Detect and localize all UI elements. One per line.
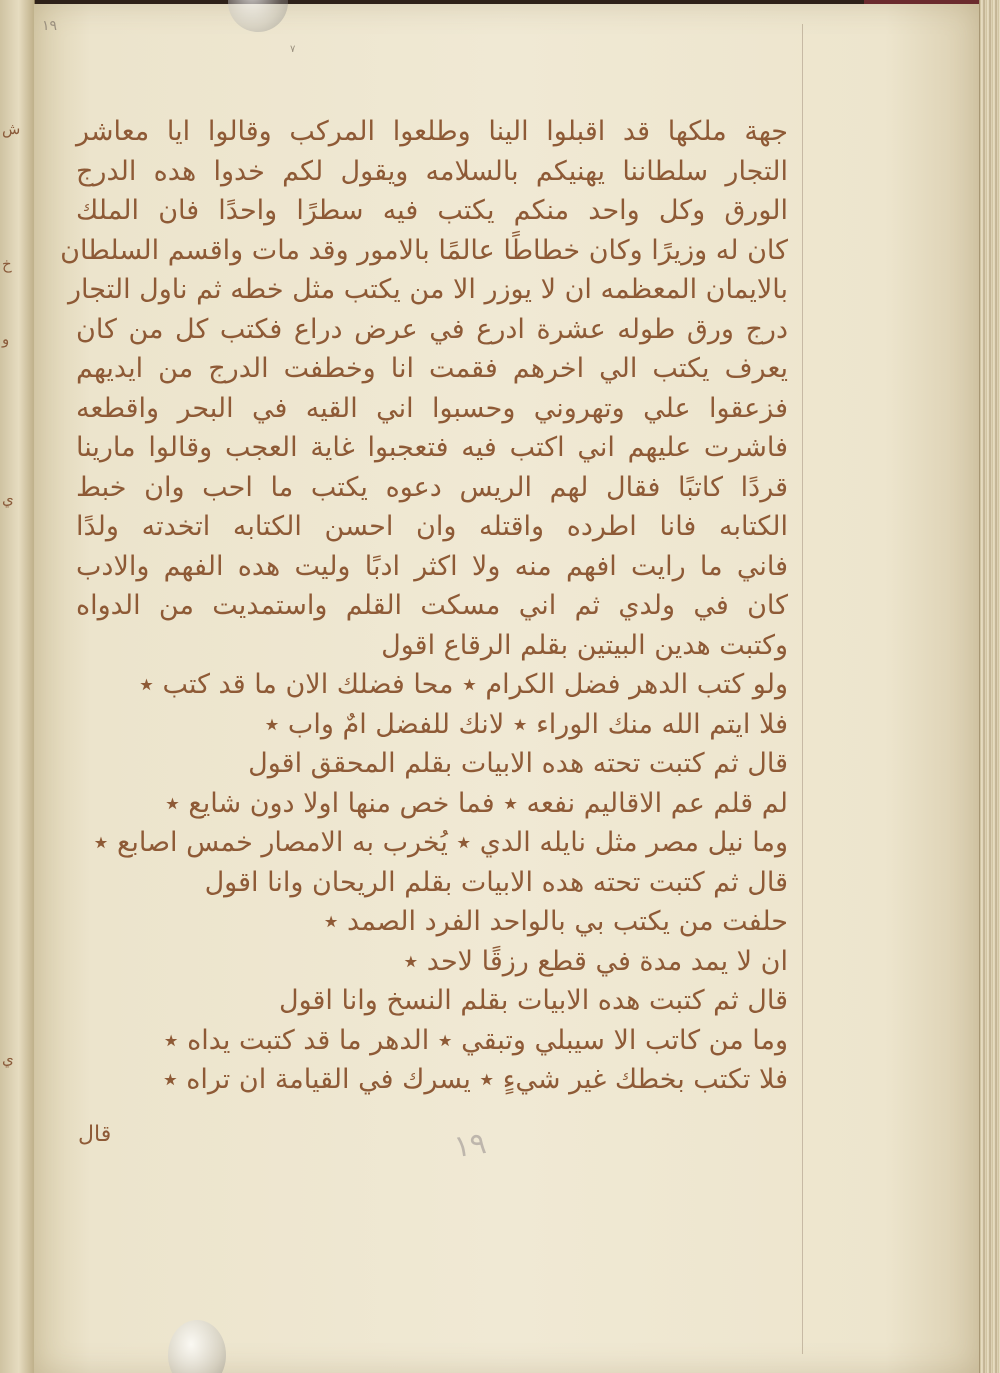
text-line: قال ثم كتبت هده الابيات بقلم النسخ وانا اقول xyxy=(278,985,788,1016)
text-line: الورق وكل واحد منكم يكتب فيه سطرًا واحدًا فان الملك xyxy=(76,195,788,226)
folio-number: ١٩ xyxy=(42,18,58,34)
previous-page-fragment: و xyxy=(2,330,10,348)
previous-page-fragment: ش xyxy=(2,120,21,138)
text-line: قردًا كاتبًا فقال لهم الريس دعوه يكتب ما احب وان خبط xyxy=(76,471,788,503)
text-line: ان لا يمد مدة في قطع رزقًا لاحد ٭ xyxy=(403,945,788,977)
page-stack-edge xyxy=(979,0,1000,1373)
text-line: يعرف يكتب الي اخرهم فقمت انا وخطفت الدرج من ايديهم xyxy=(76,353,788,384)
manuscript-page xyxy=(34,4,980,1373)
text-line: كان في ولدي ثم اني مسكت القلم واستمديت من الدواه xyxy=(76,590,788,621)
text-line: جهة ملكها قد اقبلوا الينا وطلعوا المركب وقالوا ايا معاشر xyxy=(76,116,788,147)
text-line: لم قلم عم الاقاليم نفعه ٭ فما خص منها اولا دون شايع ٭ xyxy=(165,787,788,819)
text-line: وما من كاتب الا سيبلي وتبقي ٭ الدهر ما قد كتبت يداه ٭ xyxy=(163,1024,788,1056)
margin-rule xyxy=(802,24,803,1354)
catchword: قال xyxy=(78,1122,112,1147)
text-line: كان له وزيرًا وكان خطاطًا عالمًا بالامور وقد مات واقسم السلطان xyxy=(60,234,788,266)
text-line: فزعقوا علي وتهروني وحسبوا اني القيه في البحر واقطعه xyxy=(76,392,788,424)
text-line: فلا ايتم الله منك الوراء ٭ لانك للفضل امٌ واب ٭ xyxy=(264,708,788,740)
previous-page-edge xyxy=(0,0,35,1373)
text-line: بالايمان المعظمه ان لا يوزر الا من يكتب مثل خطه ثم ناول التجار xyxy=(68,274,788,305)
text-line: الكتابه فانا اطرده واقتله وان احسن الكتابه اتخدته ولدًا xyxy=(76,511,788,542)
stamp-number: ١٩ xyxy=(451,1125,489,1166)
text-line: وما نيل مصر مثل نايله الدي ٭ يُخرب به الامصار خمس اصابع ٭ xyxy=(93,827,788,858)
previous-page-fragment: خ xyxy=(2,255,12,273)
text-block xyxy=(60,112,788,1100)
text-line: قال ثم كتبت تحته هده الابيات بقلم المحقق اقول xyxy=(248,748,788,779)
text-line: درج ورق طوله عشرة ادرع في عرض دراع فكتب كل من كان xyxy=(76,313,788,345)
text-line: التجار سلطاننا يهنيكم بالسلامه ويقول لكم خدوا هده الدرج xyxy=(76,155,788,187)
text-line: فاشرت عليهم اني اكتب فيه فتعجبوا غاية العجب وقالوا مارينا xyxy=(76,432,788,463)
text-line: فاني ما رايت افهم منه ولا اكثر ادبًا وليت هده الفهم والادب xyxy=(76,550,788,582)
text-line: ولو كتب الدهر فضل الكرام ٭ محا فضلك الان ما قد كتب ٭ xyxy=(139,669,788,700)
text-line: فلا تكتب بخطك غير شيءٍ ٭ يسرك في القيامة ان تراه ٭ xyxy=(162,1064,788,1095)
text-line: وكتبت هدين البيتين بقلم الرقاع اقول xyxy=(381,629,788,661)
text-line: قال ثم كتبت تحته هده الابيات بقلم الريحان وانا اقول xyxy=(204,866,788,898)
previous-page-fragment: ي xyxy=(2,490,14,508)
previous-page-fragment: ي xyxy=(2,1050,14,1068)
text-line: حلفت من يكتب بي بالواحد الفرد الصمد ٭ xyxy=(323,906,788,937)
page-mark: ٧ xyxy=(290,44,296,55)
